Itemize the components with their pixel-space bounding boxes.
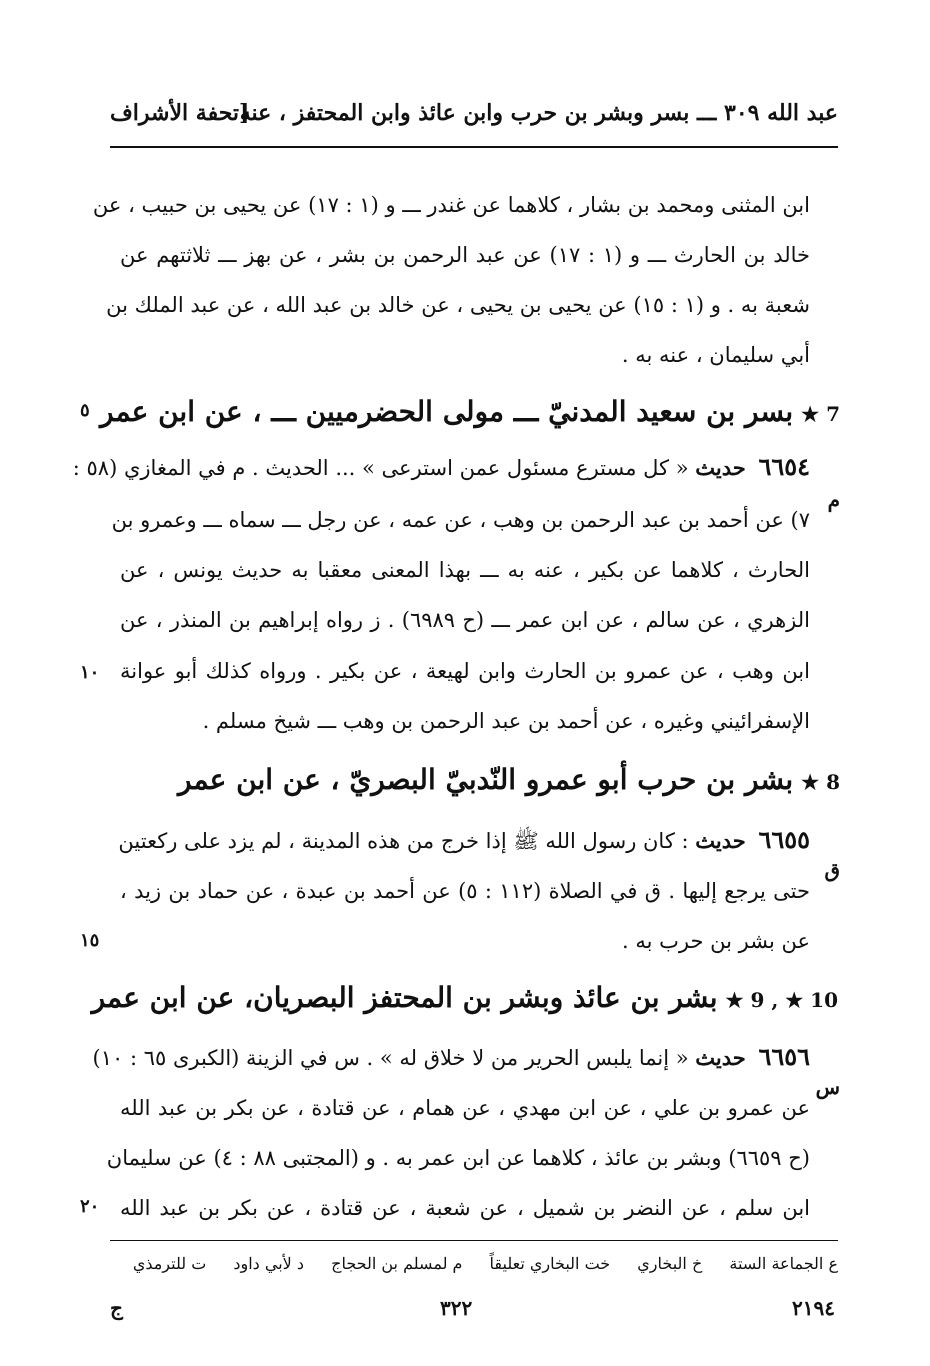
hadith-first-line bbox=[120, 825, 810, 856]
hadith-text: : كان رسول الله ﷺ إذا خرج من هذه المدينة ، لم يزد على ركعتين bbox=[118, 829, 689, 853]
abbreviations-key bbox=[98, 1254, 838, 1273]
text-line: الحارث ، كلاهما عن بكير ، عنه به ـــ بهذا المعنى معقبا به حديث يونس ، عن bbox=[120, 558, 810, 582]
hadith-number: ٦٦٥٥ bbox=[758, 825, 810, 854]
footer-signature: ج bbox=[110, 1296, 123, 1320]
entry-title: بشر بن حرب أبو عمرو النّدبيّ البصريّ ، عن ابن عمر bbox=[178, 763, 794, 796]
line-number: ١٠ bbox=[80, 662, 100, 683]
text-line: شعبة به . و (١ : ١٥) عن يحيى بن يحيى ، عن خالد بن عبد الله ، عن عبد الملك بن bbox=[106, 293, 810, 317]
abbreviation: ع الجماعة الستة bbox=[729, 1254, 838, 1273]
line-number: ٢٠ bbox=[80, 1196, 100, 1217]
entry-title: بسر بن سعيد المدنيّ ـــ مولى الحضرميين ـــ ، عن ابن عمر bbox=[100, 395, 794, 428]
text-line: عن عمرو بن علي ، عن ابن مهدي ، عن همام ، عن قتادة ، عن بكر بن عبد الله bbox=[120, 1096, 810, 1120]
abbreviation: خ البخاري bbox=[637, 1254, 703, 1273]
hadith-text: « كل مسترع مسئول عمن استرعى » ... الحديث . م في المغازي (٥٨ : bbox=[72, 456, 689, 480]
footer-volume-page: ٢١٩٤ bbox=[792, 1296, 835, 1320]
source-siglum: ق bbox=[824, 858, 840, 882]
header-book-title: [تحفة الأشراف bbox=[110, 100, 250, 126]
text-line: ابن سلم ، عن النضر بن شميل ، عن شعبة ، عن قتادة ، عن بكر بن عبد الله bbox=[120, 1196, 810, 1220]
entry-title: بشر بن عائذ وبشر بن المحتفز البصريان، عن ابن عمر bbox=[91, 981, 718, 1014]
entry-number: 10 ★ , 9 ★ bbox=[725, 988, 838, 1012]
hadith-label: حديث bbox=[695, 828, 746, 853]
text-line: ابن وهب ، عن عمرو بن الحارث وابن لهيعة ، عن بكير . ورواه كذلك أبو عوانة bbox=[120, 659, 810, 683]
text-line: ٧) عن أحمد بن عبد الرحمن بن وهب ، عن عمه ، عن رجل ـــ سماه ـــ وعمرو بن bbox=[111, 508, 810, 532]
source-siglum: م bbox=[827, 488, 840, 512]
line-number: ٥ bbox=[80, 400, 90, 421]
hadith-number: ٦٦٥٦ bbox=[758, 1042, 810, 1071]
header-rule bbox=[110, 146, 838, 148]
entry-number: 8 ★ bbox=[801, 770, 840, 794]
line-number: ١٥ bbox=[80, 930, 100, 951]
hadith-label: حديث bbox=[695, 1045, 746, 1070]
text-line: (ح ٦٦٥٩) وبشر بن عائذ ، كلاهما عن ابن عمر به . و (المجتبى ٨٨ : ٤) عن سليمان bbox=[106, 1146, 810, 1170]
header-title: عبد الله ٣٠٩ ـــ بسر وبشر بن حرب وابن عائذ وابن المحتفز ، عنه bbox=[239, 100, 838, 126]
running-header bbox=[110, 100, 838, 140]
hadith-text: « إنما يلبس الحرير من لا خلاق له » . س في الزينة (الكبرى ٦٥ : ١٠) bbox=[92, 1046, 689, 1070]
hadith-first-line bbox=[92, 1042, 810, 1073]
hadith-label: حديث bbox=[695, 455, 746, 480]
text-line: عن بشر بن حرب به . bbox=[621, 929, 810, 953]
hadith-first-line bbox=[72, 452, 810, 483]
text-line: حتى يرجع إليها . ق في الصلاة (١١٢ : ٥) عن أحمد بن عبدة ، عن حماد بن زيد ، bbox=[120, 879, 811, 903]
abbreviation: م لمسلم بن الحجاج bbox=[331, 1254, 463, 1273]
text-line: خالد بن الحارث ـــ و (١ : ١٧) عن عبد الرحمن بن بشر ، عن بهز ـــ ثلاثتهم عن bbox=[120, 243, 811, 267]
footnote-rule bbox=[110, 1240, 838, 1241]
footer-page-number: ٣٢٢ bbox=[440, 1296, 473, 1320]
entry-heading-8 bbox=[120, 760, 840, 802]
text-line: الإسفرائيني وغيره ، عن أحمد بن عبد الرحمن بن وهب ـــ شيخ مسلم . bbox=[202, 709, 810, 733]
abbreviation: ت للترمذي bbox=[132, 1254, 207, 1273]
entry-heading-7 bbox=[100, 392, 840, 434]
source-siglum: س bbox=[815, 1075, 840, 1099]
entry-heading-9-10 bbox=[93, 978, 838, 1020]
abbreviation: د لأبي داود bbox=[233, 1254, 305, 1273]
text-line: ابن المثنى ومحمد بن بشار ، كلاهما عن غندر ـــ و (١ : ١٧) عن يحيى بن حبيب ، عن bbox=[92, 193, 810, 217]
entry-number: 7 ★ bbox=[801, 402, 840, 426]
hadith-number: ٦٦٥٤ bbox=[758, 452, 810, 481]
abbreviation: خت البخاري تعليقاً bbox=[489, 1254, 611, 1273]
text-line: أبي سليمان ، عنه به . bbox=[621, 343, 810, 367]
text-line: الزهري ، عن سالم ، عن ابن عمر ـــ (ح ٦٩٨٩) . ز رواه إبراهيم بن المنذر ، عن bbox=[120, 608, 810, 632]
